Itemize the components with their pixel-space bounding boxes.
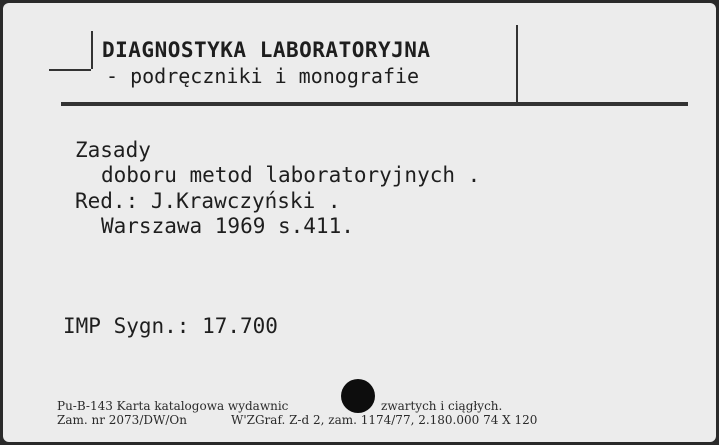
subject-heading: DIAGNOSTYKA LABORATORYJNA xyxy=(102,38,431,62)
punch-hole xyxy=(341,379,375,413)
left-underline xyxy=(49,69,91,71)
call-number: IMP Sygn.: 17.700 xyxy=(63,314,278,338)
heading-rule xyxy=(61,102,688,106)
footer-printer-info: W'ZGraf. Z-d 2, zam. 1174/77, 2.180.000 74 X 120 xyxy=(231,413,538,427)
record-title: Zasady xyxy=(75,138,151,162)
right-divider xyxy=(516,25,518,103)
record-imprint: Warszawa 1969 s.411. xyxy=(101,214,354,238)
footer-print-info-right: zwartych i ciągłych. xyxy=(381,399,503,413)
record-editor: Red.: J.Krawczyński . xyxy=(75,189,341,213)
footer-print-info-left: Pu-B-143 Karta katalogowa wydawnic xyxy=(57,399,289,413)
record-title-continued: doboru metod laboratoryjnych . xyxy=(101,163,481,187)
subject-subheading: - podręczniki i monografie xyxy=(106,64,420,88)
footer-order-number: Zam. nr 2073/DW/On xyxy=(57,413,187,427)
catalog-card xyxy=(3,3,716,442)
left-divider xyxy=(91,31,93,69)
